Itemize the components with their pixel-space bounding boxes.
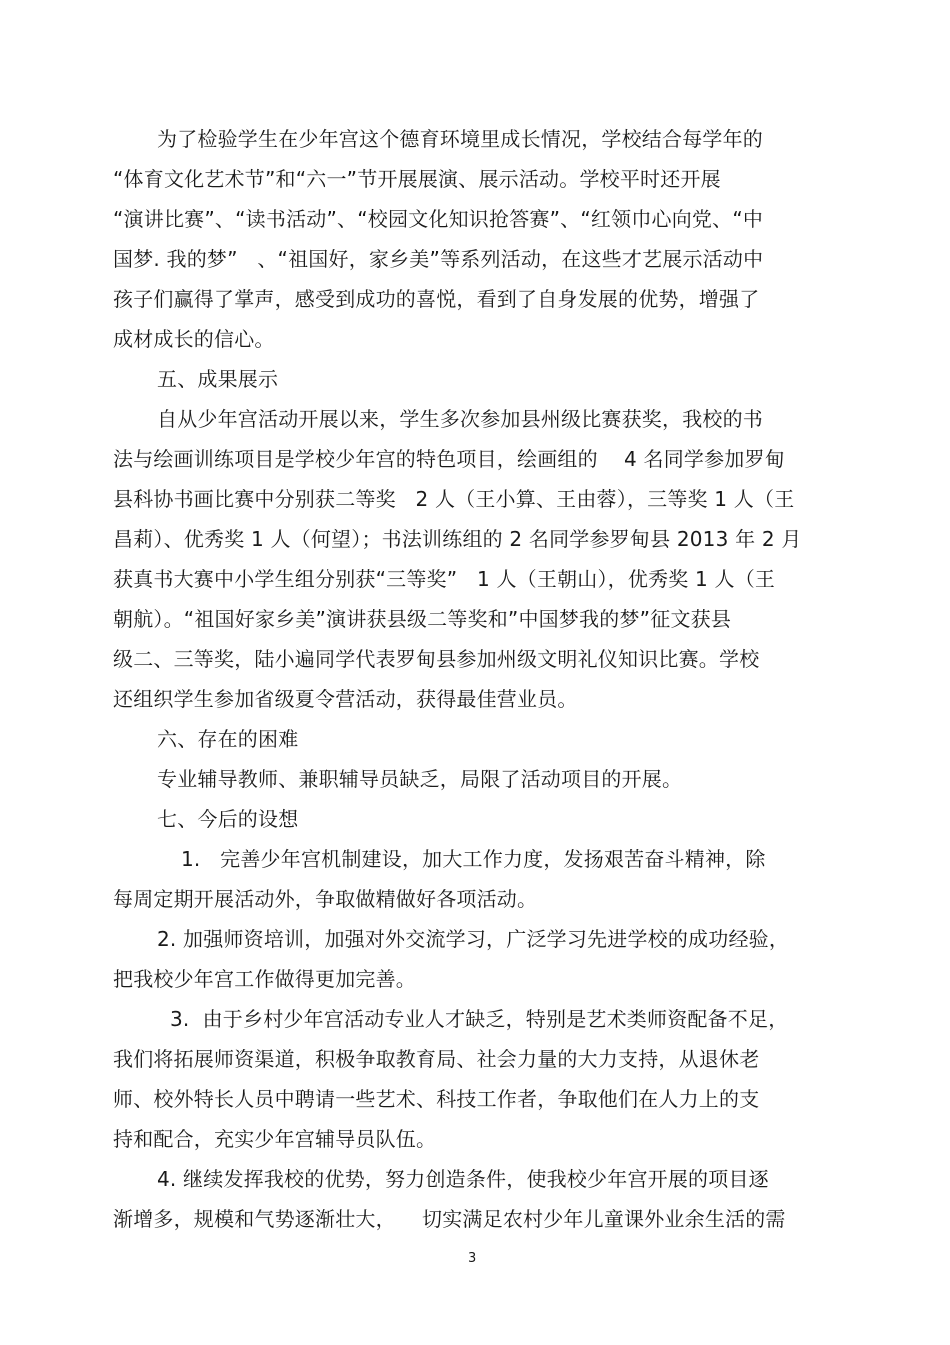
list-item-line: 师、校外特长人员中聘请一些艺术、科技工作者，争取他们在人力上的支 — [113, 1087, 760, 1111]
section-heading: 七、今后的设想 — [157, 807, 299, 831]
paragraph-line: 县科协书画比赛中分别获二等奖 2 人（王小算、王由蓉），三等奖 1 人（王 — [113, 487, 795, 511]
paragraph-line: 朝航）。“祖国好家乡美”演讲获县级二等奖和”中国梦我的梦”征文获县 — [113, 607, 732, 631]
list-item-line: 把我校少年宫工作做得更加完善。 — [113, 967, 416, 991]
section-heading: 五、成果展示 — [157, 367, 279, 391]
paragraph-line: 获真书大赛中小学生组分别获“三等奖” 1 人（王朝山），优秀奖 1 人（王 — [113, 567, 776, 591]
paragraph-line: 自从少年宫活动开展以来，学生多次参加县州级比赛获奖，我校的书 — [157, 407, 763, 431]
paragraph-line: “演讲比赛”、“读书活动”、“校园文化知识抢答赛”、“红领巾心向党、“中 — [113, 207, 764, 231]
page-number: 3 — [468, 1251, 477, 1266]
paragraph-line: 还组织学生参加省级夏令营活动，获得最佳营业员。 — [113, 687, 578, 711]
list-item-line: 我们将拓展师资渠道，积极争取教育局、社会力量的大力支持，从退休老 — [113, 1047, 760, 1071]
paragraph-line: 国梦. 我的梦” 、“祖国好，家乡美”等系列活动，在这些才艺展示活动中 — [113, 247, 764, 271]
paragraph-line: 昌莉）、优秀奖 1 人（何望）；书法训练组的 2 名同学参罗甸县 2013 年 2 月 — [113, 527, 802, 551]
list-item-line: 持和配合，充实少年宫辅导员队伍。 — [113, 1127, 437, 1151]
paragraph-line: 法与绘画训练项目是学校少年宫的特色项目，绘画组的 4 名同学参加罗甸 — [113, 447, 785, 471]
list-item-line: 3. 由于乡村少年宫活动专业人才缺乏，特别是艺术类师资配备不足， — [170, 1007, 789, 1031]
list-item-line: 渐增多，规模和气势逐渐壮大， 切实满足农村少年儿童课外业余生活的需 — [113, 1207, 786, 1231]
paragraph-line: 为了检验学生在少年宫这个德育环境里成长情况，学校结合每学年的 — [157, 127, 763, 151]
paragraph-line: “体育文化艺术节”和“六一”节开展展演、展示活动。学校平时还开展 — [113, 167, 721, 191]
paragraph-line: 孩子们赢得了掌声，感受到成功的喜悦，看到了自身发展的优势，增强了 — [113, 287, 760, 311]
list-item-line: 1. 完善少年宫机制建设，加大工作力度，发扬艰苦奋斗精神，除 — [181, 847, 766, 871]
paragraph-line: 级二、三等奖，陆小遍同学代表罗甸县参加州级文明礼仪知识比赛。学校 — [113, 647, 760, 671]
list-item-line: 每周定期开展活动外，争取做精做好各项活动。 — [113, 887, 538, 911]
list-item-line: 2. 加强师资培训，加强对外交流学习，广泛学习先进学校的成功经验， — [157, 927, 790, 951]
section-heading: 六、存在的困难 — [157, 727, 299, 751]
paragraph-line: 专业辅导教师、兼职辅导员缺乏，局限了活动项目的开展。 — [157, 767, 683, 791]
list-item-line: 4. 继续发挥我校的优势，努力创造条件，使我校少年宫开展的项目逐 — [157, 1167, 769, 1191]
paragraph-line: 成材成长的信心。 — [113, 327, 275, 351]
